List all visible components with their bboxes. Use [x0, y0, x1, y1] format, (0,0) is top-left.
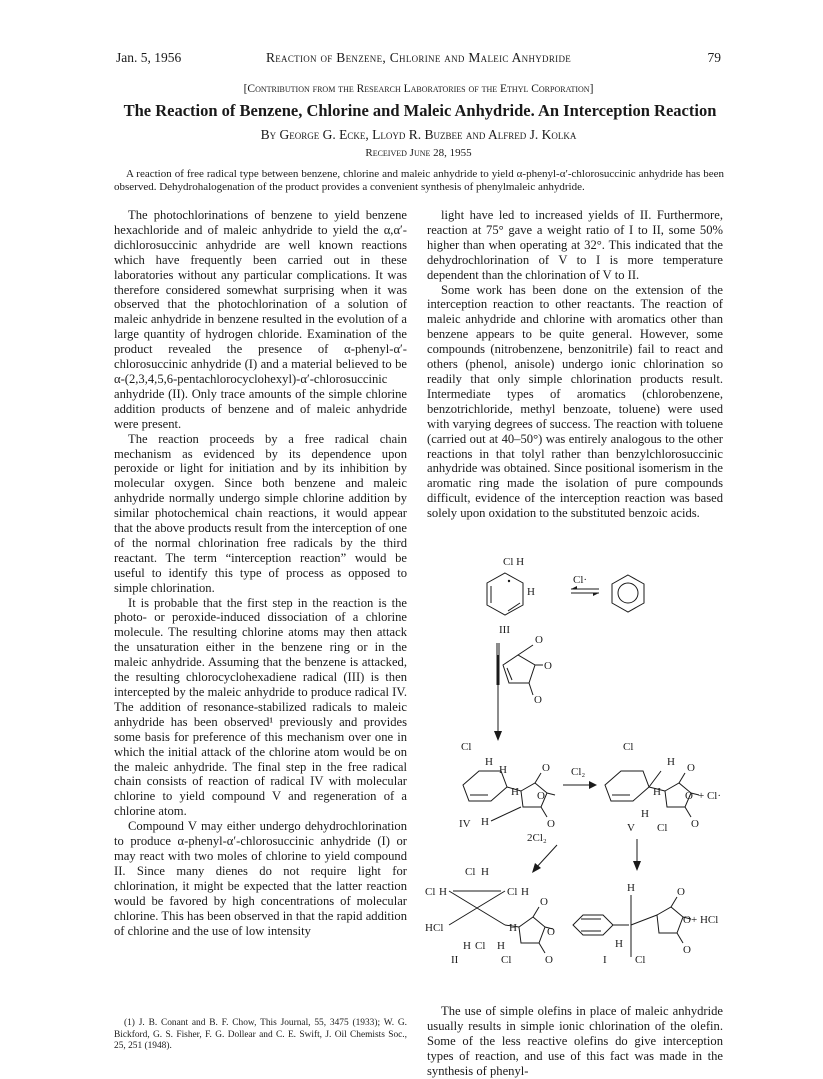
- label-o-II-2: O: [547, 926, 555, 938]
- equilibrium-arrows: [571, 574, 599, 596]
- label-o-V-3: O: [691, 818, 699, 830]
- label-o-I-1: O: [677, 886, 685, 898]
- header-date: Jan. 5, 1956: [116, 50, 182, 65]
- label-h-V-2: H: [653, 786, 661, 798]
- right-paragraph-3: The use of simple olefins in place of maleic anhydride usually results in simple ionic chlorination of the olefin. Some of the less reactive olefins do give interception types of reaction, and use of this fact was made in the synthesis of phenyl-: [427, 1004, 723, 1078]
- left-paragraph-1: The photochlorinations of benzene to yield benzene hexachloride and of maleic anhydride to yield the α,α′-dichlorosuccinic anhydride are well known reactions which have frequently been carried out in these laboratories without any particular complications. It was therefore considered somewhat surprising when it was observed that the photochlorination of a solution of maleic anhydride in benzene resulted in the evolution of a large quantity of hydrogen chloride. Examination of the product revealed the presence of α-phenyl-α′-chlorosuccinic anhydride (I) and a material believed to be α-(2,3,4,5,6-pentachlorocyclohexyl)-α′-chlorosuccinic anhydride (II). Only trace amounts of the simple chlorine addition products of benzene and of maleic anhydride were present.: [114, 208, 407, 431]
- label-h-II-6: H: [497, 940, 505, 952]
- label-IV: IV: [459, 818, 471, 830]
- label-cl-II-3: Cl: [433, 922, 444, 934]
- left-paragraph-3: It is probable that the first step in the reaction is the photo- or peroxide-induced dissociation of a chlorine molecule. The resulting chlorine atoms may then attack the unsaturation either in the benzene ring or in the maleic anhydride. Assuming that the benzene is attacked, the resulting chlorocyclohexadiene radical (III) is then intercepted by the maleic anhydride to produce radical IV. The addition of resonance-stabilized radicals to maleic anhydride has been observed¹ previously and provides some basis for preference of this mechanism over one in which the initial attack of the chlorine atom would be on the maleic anhydride. The final step in the free radical chain consists of reaction of radical IV with molecular chlorine to yield compound V and regeneration of a chlorine atom.: [114, 595, 407, 819]
- label-o-IV-3: O: [547, 818, 555, 830]
- label-o-V-1: O: [687, 762, 695, 774]
- label-cl-h-top: Cl H: [503, 556, 525, 568]
- header-page-number: 79: [707, 50, 721, 65]
- label-II: II: [451, 954, 459, 966]
- label-plus-cl: + Cl·: [698, 790, 722, 802]
- abstract: A reaction of free radical type between benzene, chlorine and maleic anhydride to yield α-phenyl-α′-chlorosuccinic anhydride has been observed. Dehydrohalogenation of the product provides a convenient synthesis of phenylmaleic anhydride.: [114, 168, 724, 193]
- label-I: I: [603, 954, 607, 966]
- received-date: Received June 28, 1955: [365, 147, 472, 159]
- label-o-IV-2: O: [537, 790, 545, 802]
- label-V: V: [627, 822, 635, 834]
- label-cl-V: Cl: [623, 741, 634, 753]
- label-o-II-3: O: [545, 954, 553, 966]
- compound-V-structure: [605, 741, 721, 834]
- compound-II-structure: [425, 866, 555, 966]
- label-o-1: O: [535, 634, 543, 646]
- label-o-I-2: O: [683, 914, 691, 926]
- label-cl-II-1: Cl: [425, 886, 436, 898]
- footnote-1: (1) J. B. Conant and B. F. Chow, This Journal, 55, 3475 (1933); W. G. Bickford, G. S. Fisher, F. G. Dollear and C. E. Swift, J. Oil Chemists Soc., 25, 251 (1948).: [114, 1018, 407, 1051]
- label-o-V-2: O: [685, 790, 693, 802]
- label-cl-IV: Cl: [461, 741, 472, 753]
- two-cl2-arrow: [527, 832, 557, 873]
- header-running-title: Reaction of Benzene, Chlorine and Maleic Anhydride: [265, 50, 572, 65]
- label-cl-II-5: Cl: [501, 954, 512, 966]
- label-h-IV-3: H: [511, 786, 519, 798]
- radical-III-structure: [487, 556, 535, 636]
- benzene-structure: [612, 575, 644, 612]
- label-cl-II-top-1: Cl: [465, 866, 476, 878]
- left-paragraph-4: Compound V may either undergo dehydrochlorination to produce α-phenyl-α′-chlorosuccinic anhydride (I) or may react with two moles of chlorine to yield compound II. Since many dienes do not require light for chlorination, it might be expected that the latter reaction would be favored by high concentrations of molecular chlorine. This has been observed in that the rapid addition of chlorine and the use of low intensity: [114, 819, 407, 938]
- maleic-anhydride-structure: [494, 634, 552, 741]
- label-h-I-2: H: [615, 938, 623, 950]
- label-h-V-1: H: [667, 756, 675, 768]
- label-h-II-3: H: [425, 922, 433, 934]
- right-paragraph-2: Some work has been done on the extension of the interception reaction to other reactants. The reaction of maleic anhydride and chlorine with aromatics other than benzene appears to be quite general. However, some compounds (nitrobenzene, benzonitrile) fail to react and others (phenol, anisole) undergo ionic chlorination so readily that only simple chlorination products result. Intermediate types of aromatics (chlorobenzene, benzotrichloride, methyl benzoate, toluene) were used with varying degrees of success. The reaction with toluene (carried out at 40–50°) was entirely analogous to the other reactions in that tolyl rather than benzylchlorosuccinic anhydride was obtained. Since positional isomerism in the aromatic ring made the isolation of pure compounds difficult, evidence of the interception reaction was based solely upon oxidation to the substituted benzoic acids.: [427, 282, 723, 521]
- label-2cl2: 2Cl₂: [527, 832, 547, 844]
- cl2-arrow: [563, 766, 597, 789]
- label-cl-dot: Cl·: [573, 574, 588, 586]
- running-header: [116, 50, 721, 70]
- author-line: By George G. Ecke, Lloyd R. Buzbee and Alfred J. Kolka: [260, 127, 577, 142]
- footnote: [114, 1018, 407, 1053]
- label-o-I-3: O: [683, 944, 691, 956]
- label-o-IV-1: O: [542, 762, 550, 774]
- label-III: III: [499, 624, 510, 636]
- label-o-3: O: [534, 694, 542, 706]
- radical-IV-structure: [459, 741, 555, 830]
- label-h-IV-1: H: [485, 756, 493, 768]
- label-cl-V-2: Cl: [657, 822, 668, 834]
- label-h-II-top: H: [481, 866, 489, 878]
- label-h-I-1: H: [627, 882, 635, 894]
- label-o-II-1: O: [540, 896, 548, 908]
- label-h-IV-2: H: [499, 764, 507, 776]
- label-h-II-2: H: [521, 886, 529, 898]
- label-cl-II-2: Cl: [507, 886, 518, 898]
- right-paragraph-1: light have led to increased yields of II. Furthermore, reaction at 75° gave a weight ratio of I to II, some 50% higher than when operating at 32°. This indicated that the dehydrochlorination of V to I is more temperature dependent than the chlorination of V to II.: [427, 208, 723, 282]
- contribution-line: [Contribution from the Research Laboratories of the Ethyl Corporation]: [243, 83, 594, 95]
- label-plus-hcl: + HCl: [691, 914, 719, 926]
- label-h-III: H: [527, 586, 535, 598]
- left-paragraph-2: The reaction proceeds by a free radical chain mechanism as evidenced by its dependence upon peroxide or light for initiation and by its inhibition by molecular oxygen. Since both benzene and maleic anhydride normally undergo simple chlorine addition by similar photochemical chain reactions, it would appear that the above products result from the interception of one of the normal chlorination free radicals by the third reactant. The term “interception reaction” would be useful to identify this type of process as opposed to simple chlorination.: [114, 431, 407, 595]
- label-o-2: O: [544, 660, 552, 672]
- label-h-II-4: H: [509, 922, 517, 934]
- label-h-IV-4: H: [481, 816, 489, 828]
- label-cl-II-4: Cl: [475, 940, 486, 952]
- left-column: [114, 208, 407, 938]
- reaction-scheme: [423, 555, 723, 1000]
- label-h-II-1: H: [439, 886, 447, 898]
- label-h-V-3: H: [641, 808, 649, 820]
- dehydrochlorination-arrow: [633, 839, 641, 871]
- compound-I-structure: [573, 882, 718, 966]
- label-h-II-5: H: [463, 940, 471, 952]
- label-cl-I: Cl: [635, 954, 646, 966]
- right-column-continuation: [427, 1004, 723, 1079]
- paper-title: The Reaction of Benzene, Chlorine and Maleic Anhydride. An Interception Reaction: [123, 101, 717, 120]
- label-cl2: Cl₂: [571, 766, 586, 778]
- right-column: [427, 208, 723, 521]
